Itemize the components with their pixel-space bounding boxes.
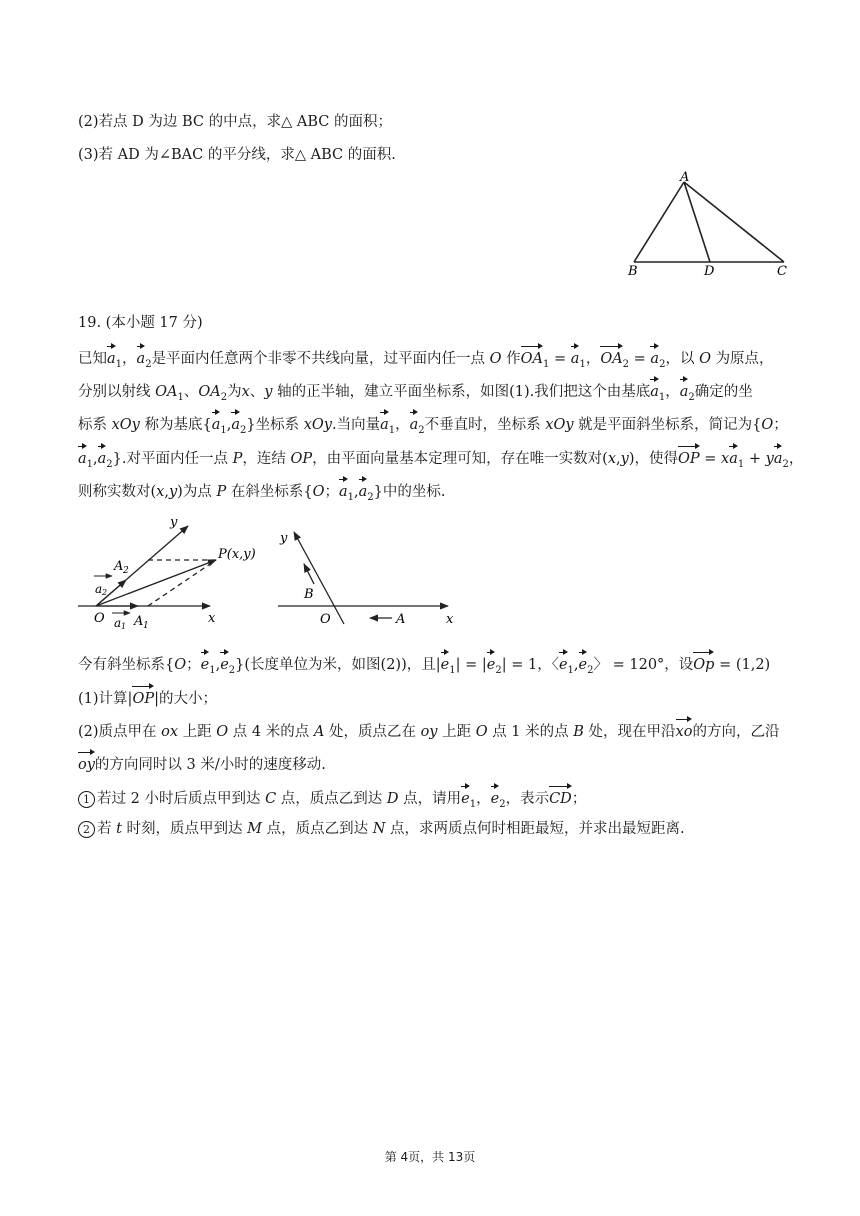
label-B: B xyxy=(628,264,638,279)
q19-line1: 已知$a_1$，$a_2$是平面内任意两个非零不共线向量，过平面内任一点 O 作$OA_1 = a_1$，$OA_2 = a_2$，以 O 为原点， xyxy=(78,346,774,375)
svg-text:1: 1 xyxy=(121,622,127,631)
page-footer: 第 4页，共 13页 xyxy=(384,1150,476,1164)
fig1-label-y: y xyxy=(170,515,178,530)
fig2-label-B: B xyxy=(304,587,314,602)
q19-line3: 标系 xOy 称为基底$\{a_1,a_2\}$坐标系 xOy.当向量$a_1$，$a_2$不垂直时，坐标系 xOy 就是平面斜坐标系，简记为{O； xyxy=(78,412,788,441)
svg-text:2: 2 xyxy=(123,566,129,576)
fig1-label-x: x xyxy=(208,611,216,626)
q19-part2-line1: (2)质点甲在 ox 上距 O 点 4 米的点 A 处，质点乙在 oy 上距 O 点 1 米的点 B 处，现在甲沿xo的方向，乙沿 xyxy=(78,719,779,742)
fig1-label-a2: a xyxy=(95,582,103,596)
svg-text:1: 1 xyxy=(143,621,149,631)
q19-line4: $a_1,a_2$}.对平面内任一点 P，连结 OP，由平面向量基本定理可知，存在唯一实数对(x,y)，使得OP = $xa_1 + ya_2$， xyxy=(78,446,803,475)
fig1-label-P: P(x,y) xyxy=(218,547,256,562)
q19-header: 19. (本小题 17 分) xyxy=(78,315,203,331)
fig1-label-A1: A xyxy=(134,614,144,629)
q19-part2-line2: oy的方向同时以 3 米/小时的速度移动. xyxy=(78,752,326,775)
q19-intro: 今有斜坐标系{O；$e_1,e_2$}(长度单位为米，如图(2))，且$|e_1| = |e_2| = 1$，〈$e_1,e_2$〉 = 120°，设Op = (1,2) xyxy=(78,652,770,681)
q19-sub2: 2 若 t 时刻，质点甲到达 M 点，质点乙到达 N 点，求两质点何时相距最短，并求出最短距离. xyxy=(78,819,685,839)
fig1-label-O: O xyxy=(94,611,105,626)
fig2-label-A: A xyxy=(396,612,406,627)
oblique-coordinate-figure-2 xyxy=(276,522,466,630)
oblique-coordinate-figure-1 xyxy=(76,512,272,634)
q18-part2: (2)若点 D 为边 BC 的中点，求△ ABC 的面积； xyxy=(78,114,392,130)
label-A: A xyxy=(680,170,690,185)
label-C: C xyxy=(777,264,787,279)
svg-text:2: 2 xyxy=(102,588,108,597)
fig1-label-A2: A xyxy=(114,559,124,574)
fig2-label-y: y xyxy=(280,531,288,546)
triangle-figure xyxy=(620,170,800,282)
q19-line5: 则称实数对(x,y)为点 P 在斜坐标系{O；$a_1,a_2$}中的坐标. xyxy=(78,479,445,508)
label-D: D xyxy=(704,264,715,279)
q19-sub1: 1 若过 2 小时后质点甲到达 C 点，质点乙到达 D 点，请用$e_1$，$e_2$，表示CD； xyxy=(78,786,586,815)
fig2-label-O: O xyxy=(320,612,331,627)
fig1-label-a1: a xyxy=(114,616,122,630)
fig2-label-x: x xyxy=(446,612,454,627)
q19-line2: 分别以射线 $OA_1$、$OA_2$为x、y 轴的正半轴，建立平面坐标系，如图(1).我们把这个由基底$a_1$，$a_2$确定的坐 xyxy=(78,379,753,408)
q18-part3: (3)若 AD 为∠BAC 的平分线，求△ ABC 的面积. xyxy=(78,147,396,163)
q19-part1: (1)计算|OP|的大小； xyxy=(78,686,217,709)
